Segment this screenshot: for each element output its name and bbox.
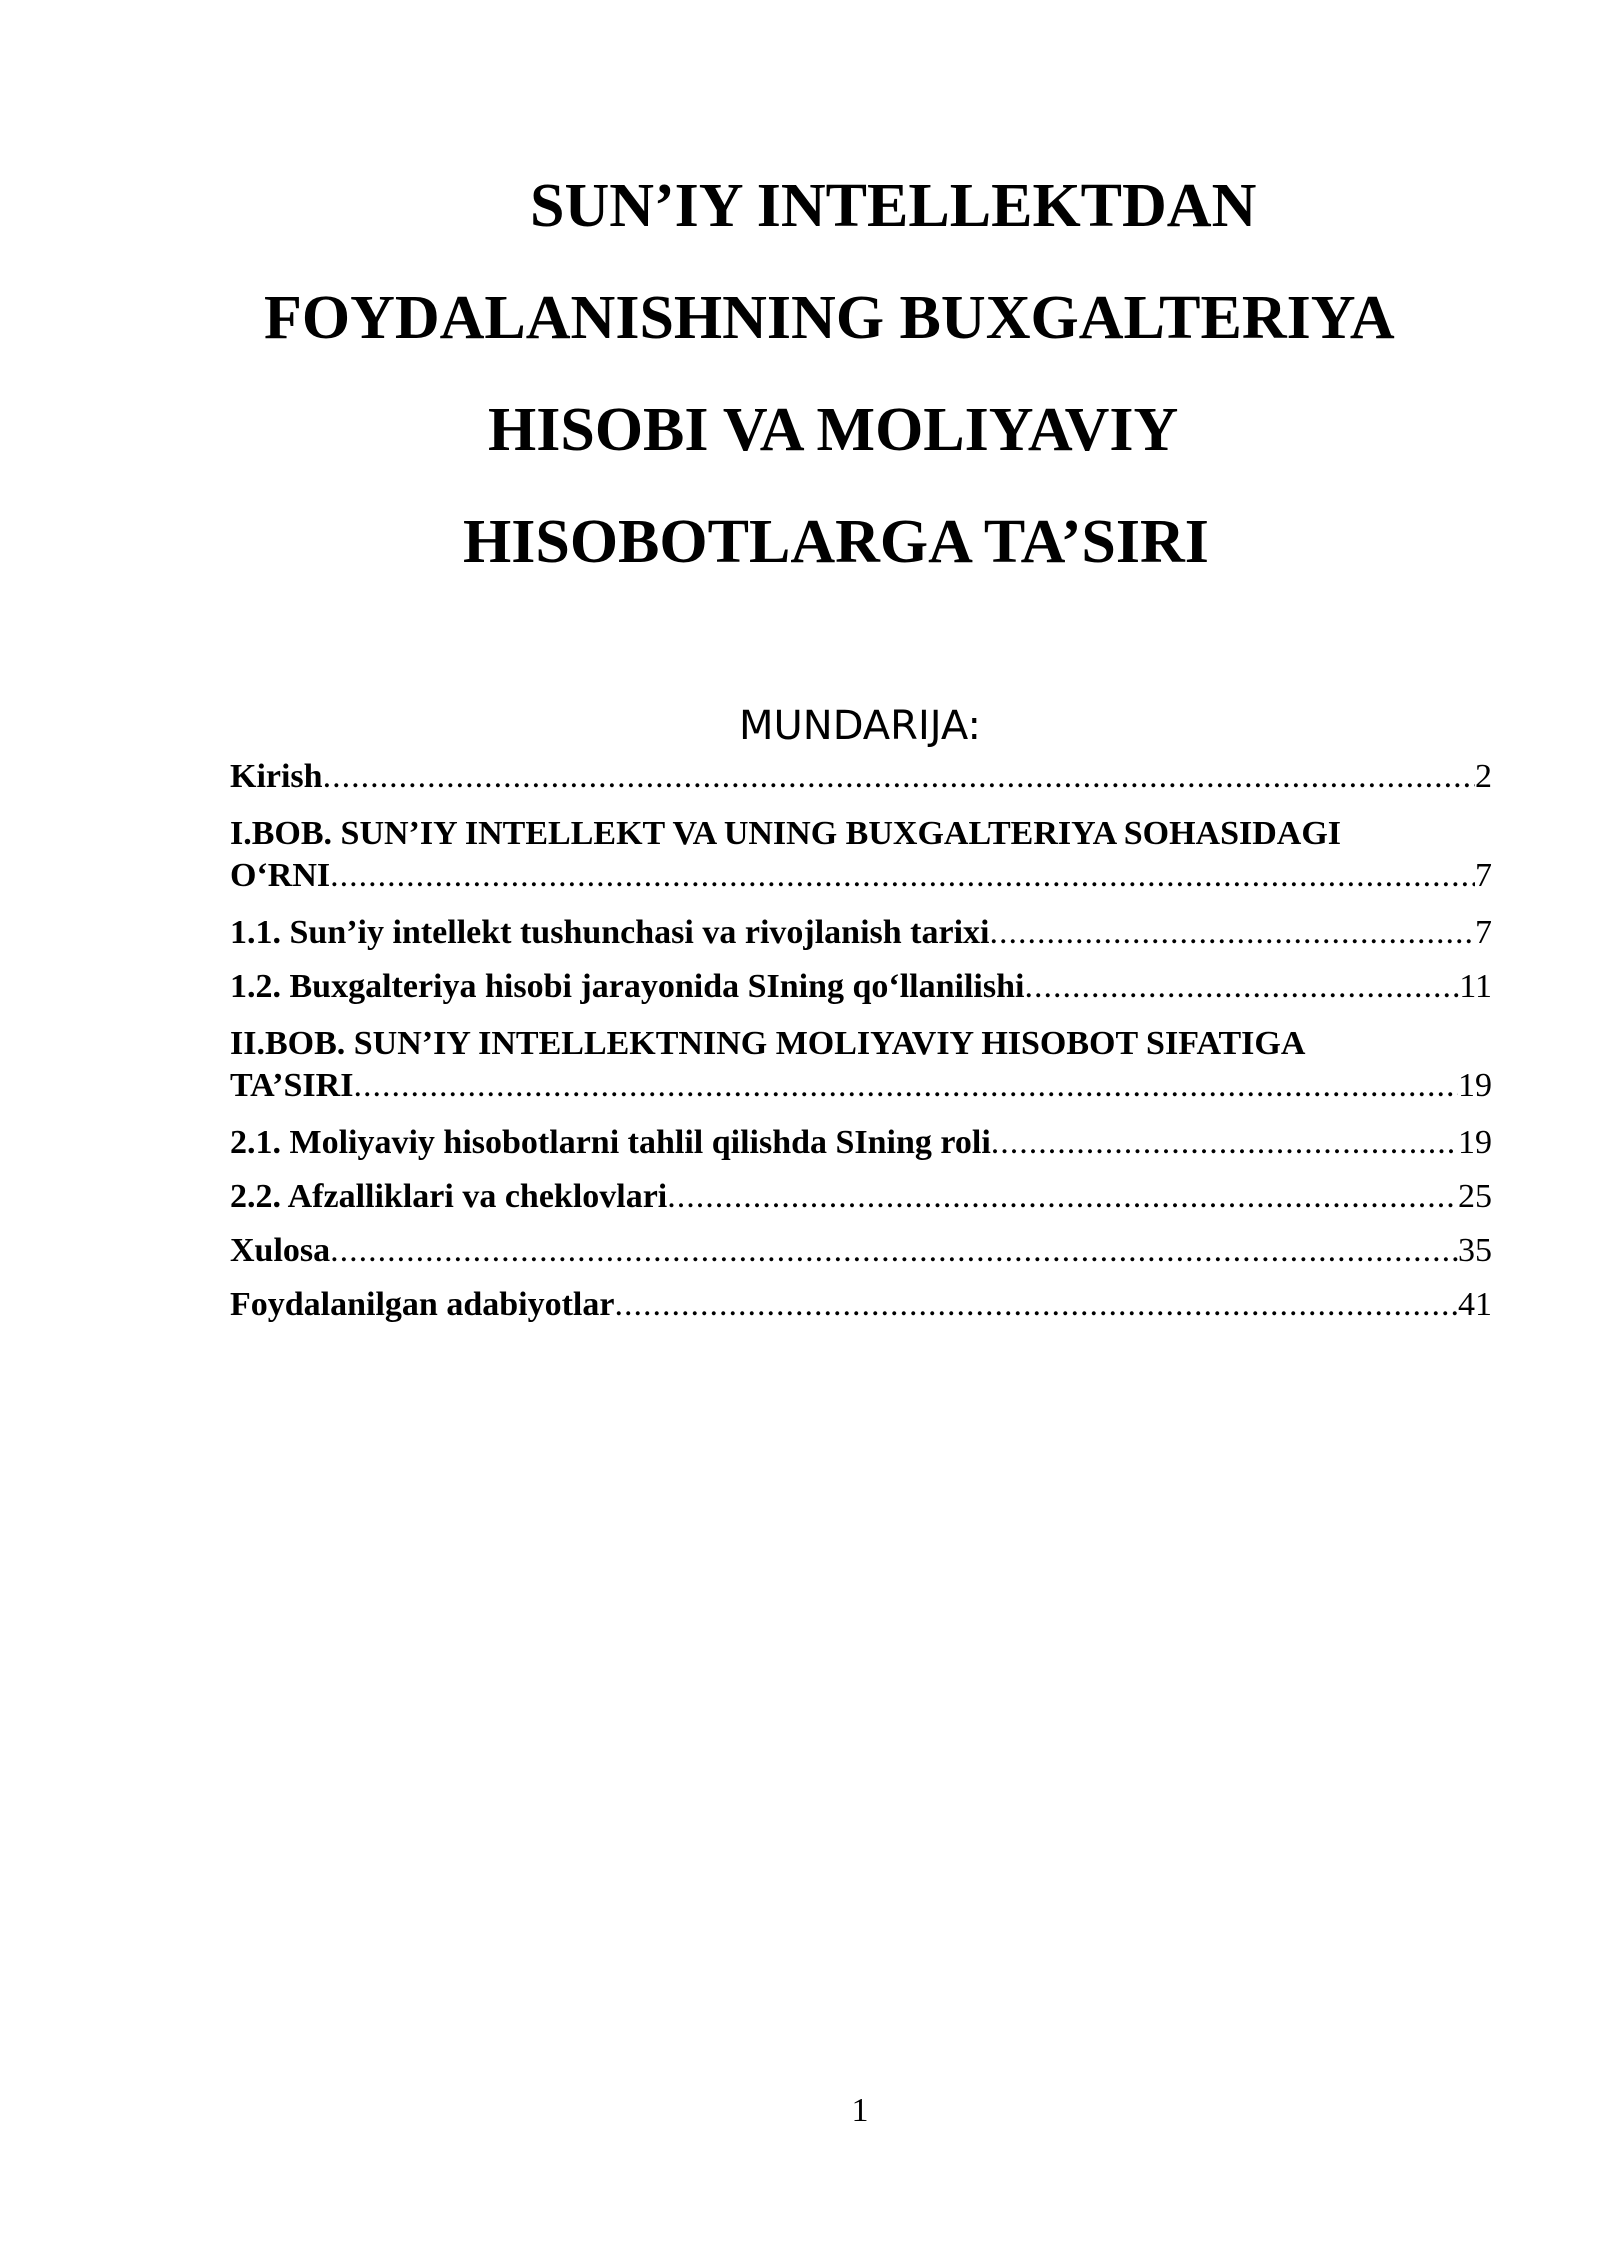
toc-entry-page: 19 <box>1458 1067 1492 1104</box>
title-line: HISOBI VA MOLIYAVIY <box>488 396 1179 464</box>
toc-entry-page: 25 <box>1458 1178 1492 1215</box>
toc-entry-label: 1.2. Buxgalteriya hisobi jarayonida SIning qo‘llanilishi <box>230 968 1025 1005</box>
toc-leader-dots <box>989 912 1475 954</box>
toc-leader-dots <box>330 855 1475 897</box>
table-of-contents <box>230 756 1492 1338</box>
toc-entry-page: 11 <box>1459 968 1492 1005</box>
toc-entry-label: 1.1. Sun’iy intellekt tushunchasi va rivojlanish tarixi <box>230 914 990 951</box>
toc-entry-label: TA’SIRI <box>230 1067 354 1104</box>
toc-entry-label: 2.2. Afzalliklari va cheklovlari <box>230 1178 668 1215</box>
title-line: FOYDALANISHNING BUXGALTERIYA <box>264 284 1395 352</box>
toc-entry-page: 7 <box>1475 914 1492 951</box>
toc-entry-page: 7 <box>1475 857 1492 894</box>
toc-entry-page: 2 <box>1475 758 1492 795</box>
toc-entry-page: 41 <box>1458 1286 1492 1323</box>
title-line: HISOBOTLARGA TA’SIRI <box>463 508 1209 576</box>
toc-entry-label-line: I.BOB. SUN’IY INTELLEKT VA UNING BUXGALTERIYA SOHASIDAGI <box>230 815 1342 852</box>
toc-leader-dots <box>614 1284 1458 1326</box>
toc-entry-section-1-2[interactable] <box>230 966 1492 1008</box>
toc-entry-label: Xulosa <box>230 1232 331 1269</box>
toc-entry-label: Kirish <box>230 758 323 795</box>
toc-entry-chapter-1[interactable] <box>230 813 1492 897</box>
toc-leader-dots <box>991 1122 1458 1164</box>
title-line: SUN’IY INTELLEKTDAN <box>530 172 1257 240</box>
toc-entry-page: 19 <box>1458 1124 1492 1161</box>
page-number: 1 <box>851 2092 869 2129</box>
toc-entry-xulosa[interactable] <box>230 1230 1492 1272</box>
toc-entry-section-2-2[interactable] <box>230 1176 1492 1218</box>
toc-leader-dots <box>323 756 1475 798</box>
toc-entry-section-1-1[interactable] <box>230 912 1492 954</box>
toc-entry-label: Foydalanilgan adabiyotlar <box>230 1286 615 1323</box>
toc-entry-label: O‘RNI <box>230 857 331 894</box>
document-title <box>220 150 1500 598</box>
toc-heading: MUNDARIJA: <box>739 703 981 749</box>
toc-entry-page: 35 <box>1458 1232 1492 1269</box>
toc-entry-kirish[interactable] <box>230 756 1492 798</box>
toc-entry-chapter-2[interactable] <box>230 1023 1492 1107</box>
toc-leader-dots <box>1024 966 1459 1008</box>
toc-leader-dots <box>330 1230 1458 1272</box>
toc-entry-label-line: II.BOB. SUN’IY INTELLEKTNING MOLIYAVIY HISOBOT SIFATIGA <box>230 1025 1306 1062</box>
toc-entry-label: 2.1. Moliyaviy hisobotlarni tahlil qilishda SIning roli <box>230 1124 991 1161</box>
toc-entry-references[interactable] <box>230 1284 1492 1326</box>
toc-leader-dots <box>667 1176 1458 1218</box>
toc-leader-dots <box>353 1065 1458 1107</box>
toc-entry-section-2-1[interactable] <box>230 1122 1492 1164</box>
